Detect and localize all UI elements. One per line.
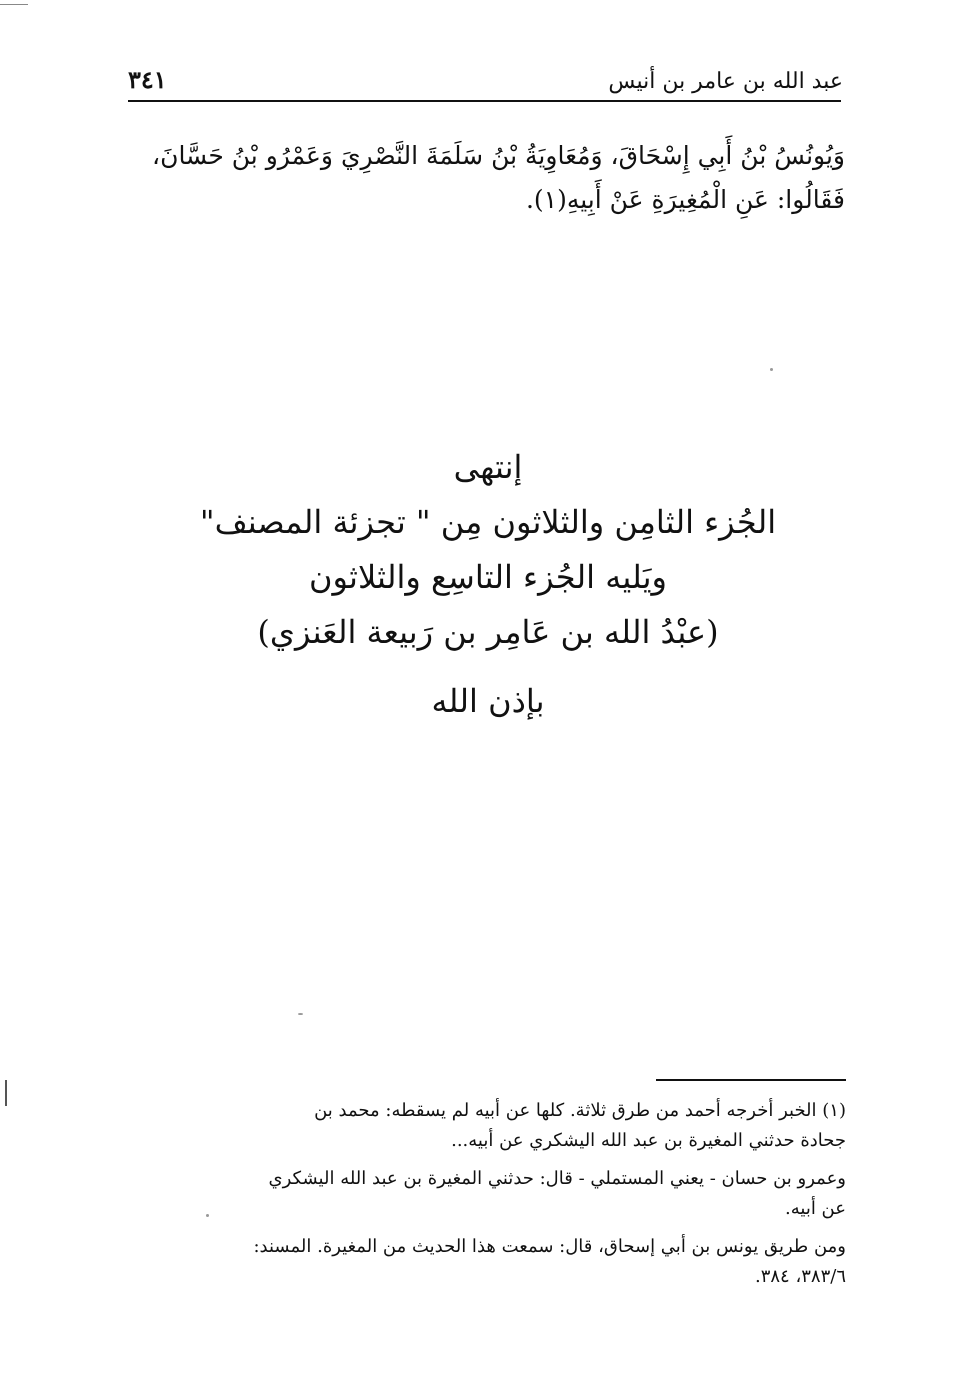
- scan-edge-mark: [5, 1080, 7, 1106]
- page-number: ٣٤١: [128, 65, 167, 94]
- scan-speck: [298, 1013, 303, 1015]
- footnote-rule: [656, 1079, 846, 1081]
- running-title: عبد الله بن عامر بن أنيس: [608, 69, 843, 94]
- footnote-line: عن أبيه.: [785, 1198, 846, 1219]
- body-line: فَقَالُوا: عَنِ الْمُغِيرَةِ عَنْ أَبِيهِ(١).: [525, 185, 845, 214]
- footnote-line: ٣٨٣/٦، ٣٨٤.: [754, 1266, 846, 1287]
- colophon-next-title: (عبْدُ الله بن عَامِر بن رَبيعة العَنزي): [257, 613, 719, 651]
- footnotes: [136, 1096, 846, 1300]
- scan-speck: [770, 368, 773, 371]
- running-header: [128, 58, 843, 102]
- colophon-end-word: إنتهى: [453, 448, 523, 486]
- footnote-line: ومن طريق يونس بن أبي إسحاق، قال: سمعت هذا الحديث من المغيرة. المسند:: [253, 1236, 846, 1257]
- body-line: وَيُونُسُ بْنُ أَبِي إِسْحَاقَ، وَمُعَاوِيَةُ بْنُ سَلَمَةَ النَّصْرِيَ وَعَمْرُو بْنُ حَسَّانَ،: [152, 141, 845, 170]
- footnote-paragraph: [136, 1232, 846, 1292]
- colophon-next-part: ويَليه الجُزء التاسِع والثلاثون: [309, 558, 667, 596]
- body-text: [140, 134, 845, 222]
- footnote-line: (١) الخبر أخرجه أحمد من طرق ثلاثة. كلها عن أبيه لم يسقطه: محمد بن: [314, 1100, 846, 1121]
- colophon: [188, 440, 788, 729]
- colophon-closing: بإذن الله: [431, 682, 545, 720]
- scan-edge-mark: [0, 4, 28, 5]
- footnote-paragraph: [136, 1164, 846, 1224]
- footnote-paragraph: [136, 1096, 846, 1156]
- colophon-part-end: الجُزء الثامِن والثلاثون مِن " تجزئة المصنف": [199, 503, 777, 541]
- footnote-line: وعمرو بن حسان - يعني المستملي - قال: حدثني المغيرة بن عبد الله اليشكري: [268, 1168, 846, 1189]
- header-rule: [128, 100, 841, 102]
- footnote-line: جحادة حدثني المغيرة بن عبد الله اليشكري عن أبيه...: [451, 1130, 846, 1151]
- scan-speck: [206, 1214, 209, 1217]
